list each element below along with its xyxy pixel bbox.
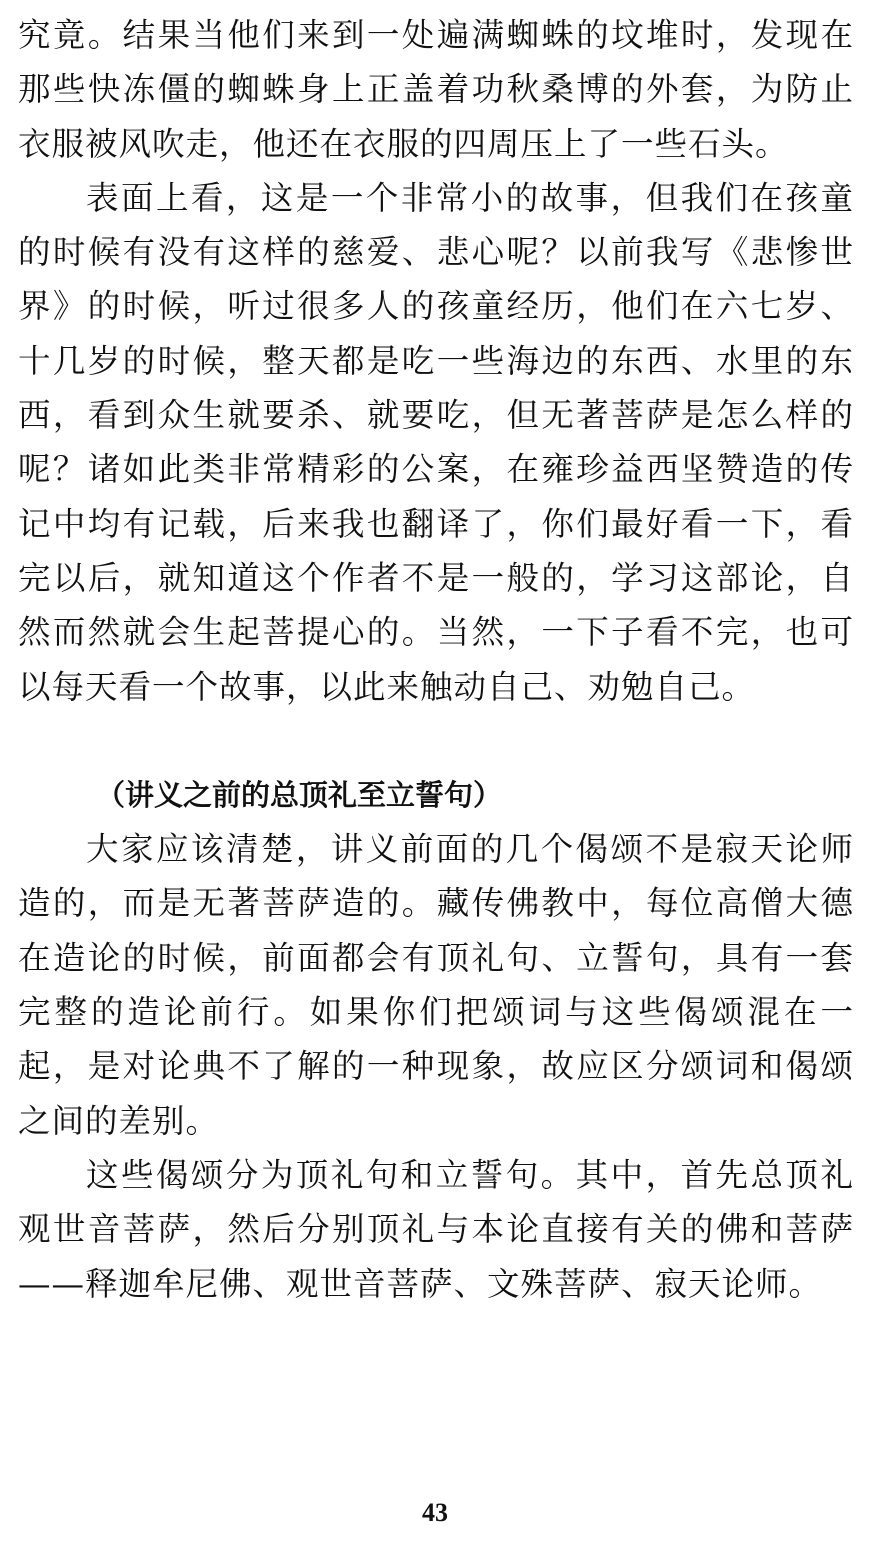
page-body	[18, 8, 854, 1311]
section-heading: （讲义之前的总顶礼至立誓句）	[96, 777, 503, 812]
paragraph-continuation: 究竟。结果当他们来到一处遍满蜘蛛的坟堆时，发现在那些快冻僵的蜘蛛身上正盖着功秋桑博的外套，为防止衣服被风吹走，他还在衣服的四周压上了一些石头。	[18, 16, 854, 163]
paragraph-homage-verses: 这些偈颂分为顶礼句和立誓句。其中，首先总顶礼观世音菩萨，然后分别顶礼与本论直接有关的佛和菩萨——释迦牟尼佛、观世音菩萨、文殊菩萨、寂天论师。	[18, 1155, 854, 1303]
paragraph-story-commentary: 表面上看，这是一个非常小的故事，但我们在孩童的时候有没有这样的慈爱、悲心呢？以前我写《悲惨世界》的时候，听过很多人的孩童经历，他们在六七岁、十几岁的时候，整天都是吃一些海边的东西、水里的东西，看到众生就要杀、就要吃，但无著菩萨是怎么样的呢？诸如此类非常精彩的公案，在雍珍益西坚赞造的传记中均有记载，后来我也翻译了，你们最好看一下，看完以后，就知道这个作者不是一般的，学习这部论，自然而然就会生起菩提心的。当然，一下子看不完，也可以每天看一个故事，以此来触动自己、劝勉自己。	[18, 178, 854, 706]
paragraph-verse-origin: 大家应该清楚，讲义前面的几个偈颂不是寂天论师造的，而是无著菩萨造的。藏传佛教中，每位高僧大德在造论的时候，前面都会有顶礼句、立誓句，具有一套完整的造论前行。如果你们把颂词与这些偈颂混在一起，是对论典不了解的一种现象，故应区分颂词和偈颂之间的差别。	[18, 830, 854, 1140]
section-spacer	[18, 714, 854, 768]
page-number: 43	[422, 1498, 448, 1527]
